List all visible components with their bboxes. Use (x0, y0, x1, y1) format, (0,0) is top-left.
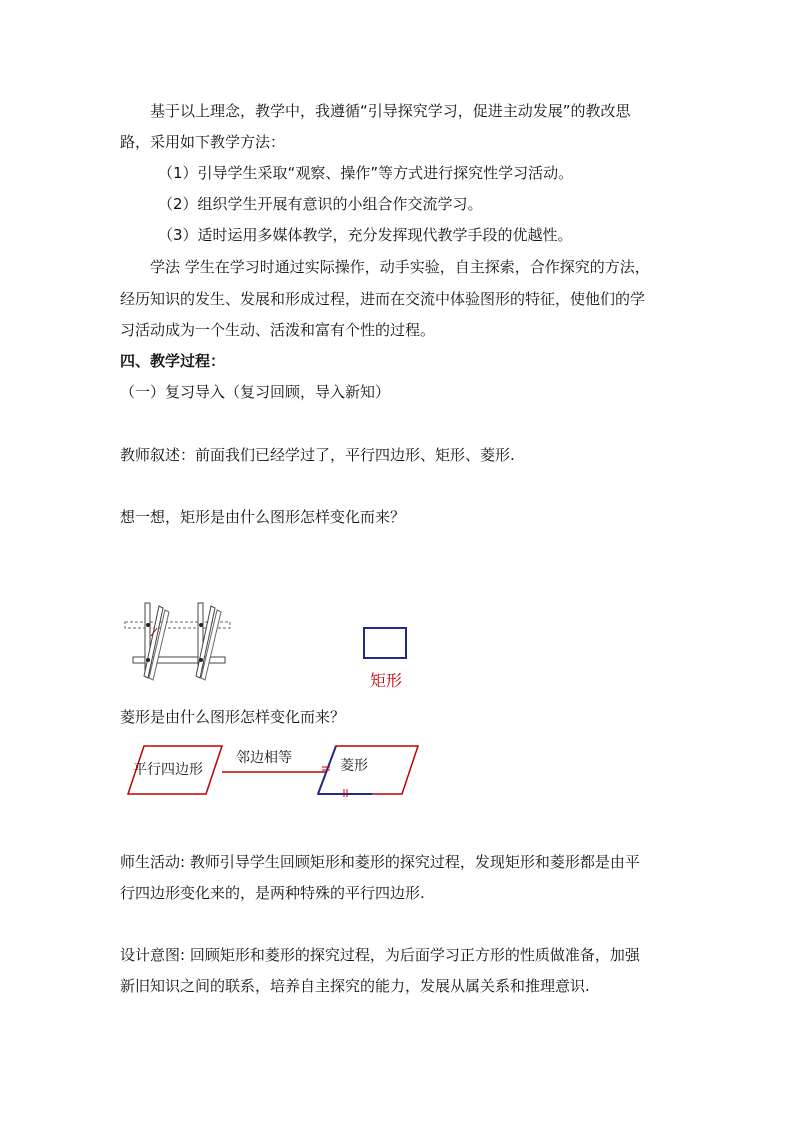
list-item: （3）适时运用多媒体教学，充分发挥现代教学手段的优越性。 (158, 226, 573, 244)
sticks-model-figure (115, 600, 235, 685)
rectangle-label-wrap (362, 668, 412, 692)
paragraph-line: 设计意图: 回顾矩形和菱形的探究过程，为后面学习正方形的性质做准备，加强 (120, 946, 640, 964)
rectangle-figure (360, 624, 412, 664)
paragraph-line: 教师叙述：前面我们已经学过了，平行四边形、矩形、菱形. (120, 446, 515, 464)
rectangle-label: 矩形 (369, 671, 403, 690)
list-item: （2）组织学生开展有意识的小组合作交流学习。 (158, 195, 483, 213)
paragraph-line: 基于以上理念，教学中，我遵循“引导探究学习，促进主动发展”的教改思 (150, 102, 631, 120)
list-item: （1）引导学生采取“观察、操作”等方式进行探究性学习活动。 (158, 164, 574, 182)
paragraph-line: 想一想，矩形是由什么图形怎样变化而来？ (120, 508, 406, 526)
paragraph-line: 路，采用如下教学方法： (120, 133, 286, 151)
rhombus-derivation-figure (122, 742, 422, 800)
paragraph-line: 学法 学生在学习时通过实际操作，动手实验，自主探索，合作探究的方法， (150, 258, 650, 276)
paragraph-line: 师生活动: 教师引导学生回顾矩形和菱形的探究过程，发现矩形和菱形都是由平 (120, 853, 640, 871)
parallelogram-label: 平行四边形 (133, 762, 203, 778)
adjacent-equal-label: 邻边相等 (236, 750, 292, 766)
section-heading: 四、教学过程： (120, 352, 226, 370)
paragraph-line: 习活动成为一个生动、活泼和富有个性的过程。 (120, 321, 436, 339)
paragraph-line: 新旧知识之间的联系，培养自主探究的能力，发展从属关系和推理意识. (120, 977, 590, 995)
rhombus-label: 菱形 (340, 758, 368, 774)
paragraph-line: 行四边形变化来的，是两种特殊的平行四边形. (120, 884, 425, 902)
subsection-heading: （一）复习导入（复习回顾，导入新知） (120, 383, 391, 401)
paragraph-line: 菱形是由什么图形怎样变化而来？ (120, 708, 346, 726)
paragraph-line: 经历知识的发生、发展和形成过程，进而在交流中体验图形的特征，使他们的学 (120, 290, 646, 308)
